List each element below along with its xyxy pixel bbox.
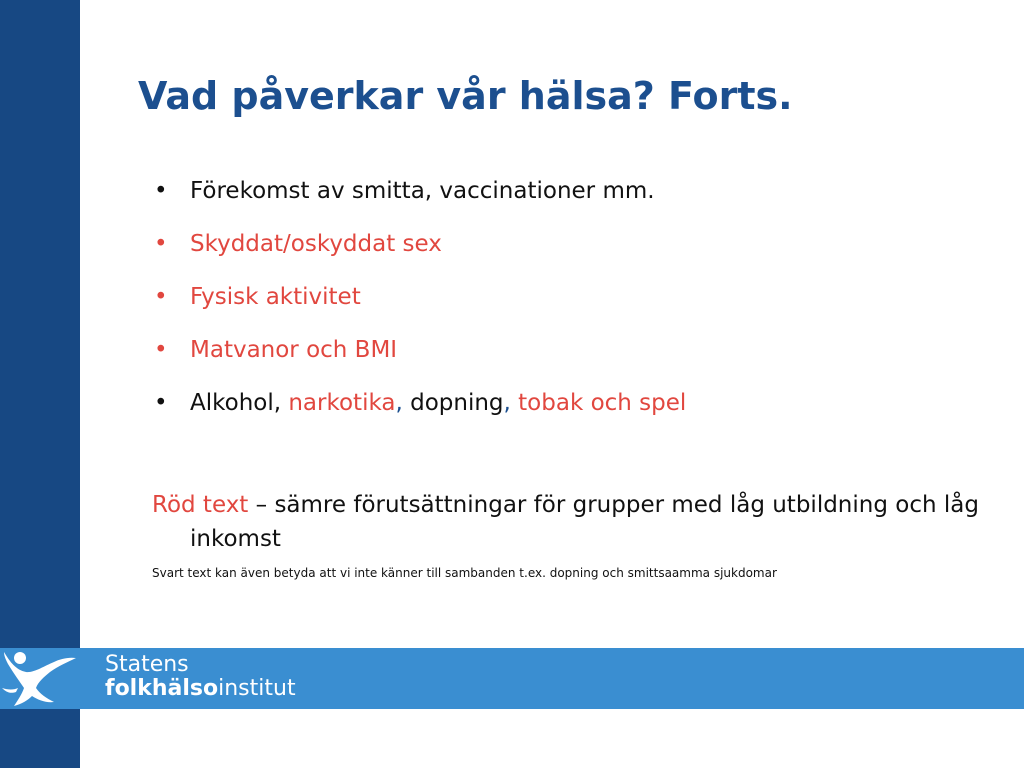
bullet-text: Skyddat/oskyddat sex [190, 231, 442, 257]
bullet-list [150, 168, 686, 433]
bullet-dot: • [154, 231, 168, 257]
bullet-text-dopning: dopning [402, 390, 504, 416]
jumping-figure-logo-icon [0, 648, 90, 709]
bullet-comma: , [395, 390, 403, 416]
red-text-label: Röd text [152, 492, 249, 518]
bullet-item-fysisk [150, 274, 686, 327]
logo-line-folkhalsoinstitut [105, 677, 296, 701]
logo-wordmark [105, 653, 296, 701]
bullet-item-smitta [150, 168, 686, 221]
black-text-footnote: Svart text kan även betyda att vi inte känner till sambanden t.ex. dopning och smittsaamma sjukdomar [152, 566, 777, 580]
footer-band [0, 648, 1024, 709]
logo-bold-part: folkhälso [105, 676, 219, 701]
bullet-item-alkohol [150, 380, 686, 433]
bullet-dot: • [154, 284, 168, 310]
bullet-text-narkotika: narkotika [288, 390, 396, 416]
red-text-description: – sämre förutsättningar för grupper med låg utbildning och låg inkomst [190, 492, 979, 552]
bullet-item-sex [150, 221, 686, 274]
bullet-comma: , [503, 390, 511, 416]
bullet-text-tobak: tobak och spel [510, 390, 687, 416]
bullet-text: Förekomst av smitta, vaccinationer mm. [190, 178, 655, 204]
logo-regular-part: institut [218, 676, 296, 701]
bullet-text: Fysisk aktivitet [190, 284, 361, 310]
slide-title: Vad påverkar vår hälsa? Forts. [138, 74, 793, 118]
bullet-item-matvanor [150, 327, 686, 380]
bullet-text-alkohol: Alkohol, [190, 390, 289, 416]
bullet-dot: • [154, 178, 168, 204]
bullet-dot: • [154, 390, 168, 416]
red-text-explanation [152, 488, 990, 556]
bullet-text: Matvanor och BMI [190, 337, 398, 363]
bullet-dot: • [154, 337, 168, 363]
logo-line-statens: Statens [105, 652, 189, 677]
